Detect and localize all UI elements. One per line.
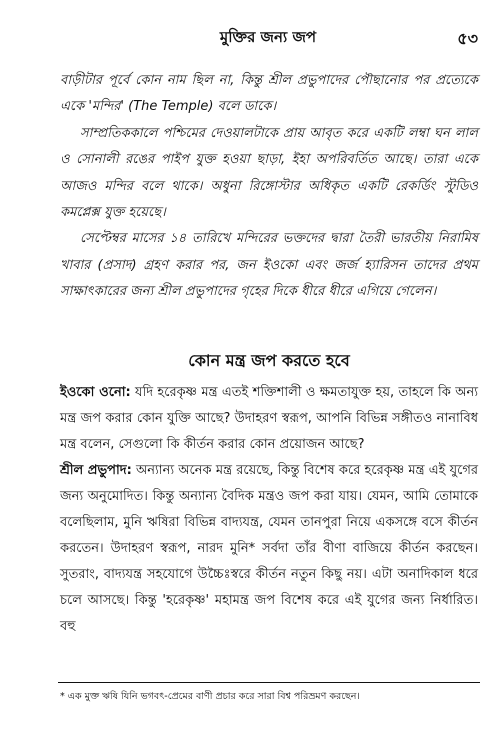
page-header: [58, 26, 478, 50]
footnote: * এক মুক্ত ঋষি যিনি ভগবৎ-প্রেমের বাণী প্রচার করে সারা বিশ্ব পরিভ্রমণ করছেন।: [60, 691, 360, 702]
dialogue-entry: [60, 380, 478, 458]
intro-paragraph: বাড়ীটার পূর্বে কোন নাম ছিল না, কিন্তু শ্রীল প্রভুপাদের পৌছানোর পর প্রত্যেকে একে 'মন্দির' (The Temple) বলে ডাকে।: [60, 73, 478, 115]
dialogue-text: অন্যান্য অনেক মন্ত্র রয়েছে, কিন্তু বিশেষ করে হরেকৃষ্ণ মন্ত্র এই যুগের জন্য অনুমোদিত। কিন্তু অন্যান্য বৈদিক মন্ত্রও জপ করা যায়। যেমন, আমি তোমাকে বলেছিলাম, মুনি ঋষিরা বিভিন্ন বাদ্যযন্ত্র, যেমন তানপুরা নিয়ে একসঙ্গে বসে কীর্তন করতেন। উদাহরণ স্বরূপ, নারদ মুনি* সর্বদা তাঁর বীণা বাজিয়ে কীর্তন করছেন। সুতরাং, বাদ্যযন্ত্র সহযোগে উচ্চৈঃস্বরে কীর্তন নতুন কিছু নয়। এটা অনাদিকাল ধরে চলে আসছে। কিন্তু 'হরেকৃষ্ণ' মহামন্ত্র জপ বিশেষ করে এই যুগের জন্য নির্ধারিত। বহু: [60, 463, 479, 634]
footnote-divider: [58, 682, 480, 683]
section-heading: কোন মন্ত্র জপ করতে হবে: [188, 351, 350, 370]
page-number: ৫৩: [457, 29, 478, 48]
dialogue-entry: [60, 458, 478, 640]
running-title: মুক্তির জন্য জপ: [219, 28, 317, 46]
intro-paragraph: সাম্প্রতিককালে পশ্চিমের দেওয়ালটাকে প্রায় আবৃত করে একটি লম্বা ঘন লাল ও সোনালী রঙের পাইপ যুক্ত হওয়া ছাড়া, ইহা অপরিবর্তিত আছে। তারা একে আজও মন্দির বলে থাকে। অধুনা রিঙ্গোস্টার অধিকৃত একটি রেকর্ডিং স্টুডিও কমপ্লেক্স যুক্ত হয়েছে।: [60, 125, 478, 221]
speaker-name: ইওকো ওনো:: [60, 385, 131, 400]
intro-paragraph: সেপ্টেম্বর মাসের ১৪ তারিখে মন্দিরের ভক্তদের দ্বারা তৈরী ভারতীয় নিরামিষ খাবার (প্রসাদ) গ্রহণ করার পর, জন ইওকো এবং জর্জ হ্যারিসন তাদের প্রথম সাক্ষাৎকারের জন্য শ্রীল প্রভুপাদের গৃহের দিকে ধীরে ধীরে এগিয়ে গেলেন।: [60, 231, 478, 300]
speaker-name: শ্রীল প্রভুপাদ:: [60, 463, 132, 478]
dialogue: [60, 380, 478, 640]
dialogue-text: যদি হরেকৃষ্ণ মন্ত্র এতই শক্তিশালী ও ক্ষমতাযুক্ত হয়, তাহলে কি অন্য মন্ত্র জপ করার কোন যুক্তি আছে? উদাহরণ স্বরূপ, আপনি বিভিন্ন সঙ্গীতও নানাবিধ মন্ত্র বলেন, সেগুলো কি কীর্তন করার কোন প্রয়োজন আছে?: [60, 385, 478, 452]
intro-text: [60, 68, 478, 306]
